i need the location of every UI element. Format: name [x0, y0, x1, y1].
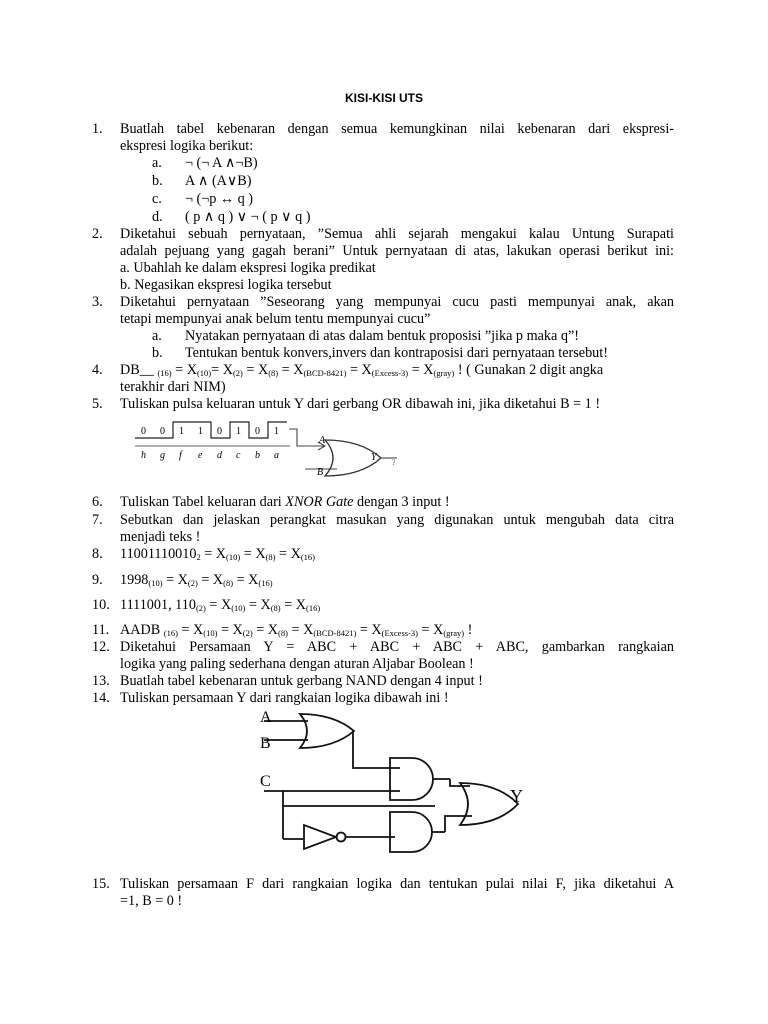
q8-number: 8. [92, 546, 103, 562]
q15-text-line2: =1, B = 0 ! [120, 893, 183, 909]
q1-number: 1. [92, 121, 103, 137]
q14-number: 14. [92, 690, 110, 706]
q1-item-label: d. [152, 209, 163, 225]
pulse-waveform [135, 422, 287, 438]
input-b-label: B [260, 735, 271, 752]
q15-number: 15. [92, 876, 110, 892]
q1-item-expression: ( p ∧ q ) ∨ ¬ ( p ∨ q ) [185, 209, 311, 225]
q12-text-line2: logika yang paling sederhana dengan aturan Aljabar Boolean ! [120, 656, 474, 672]
q1-item-label: b. [152, 173, 163, 189]
and-gate-2-icon [390, 812, 432, 852]
q12-text-line1: Diketahui Persamaan Y = ABC + ABC + ABC + ABC, gambarkan rangkaian [120, 639, 674, 655]
q1-item-expression: ¬ (¬p ↔ q ) [185, 191, 254, 207]
q5-pulse-or-gate-diagram [125, 414, 415, 484]
q3-item-label: a. [152, 328, 162, 344]
q12-number: 12. [92, 639, 110, 655]
q2-item-a: a. Ubahlah ke dalam ekspresi logika predikat [120, 260, 376, 276]
pulse-bit-label: 1 [198, 426, 203, 437]
gate-output-unknown-mark: ? [392, 458, 396, 467]
q4-number: 4. [92, 362, 103, 378]
q10-number: 10. [92, 597, 110, 613]
pulse-position-label: a [274, 450, 279, 461]
q11-expression: AADB $_{(16)} = X_{(10)} = X_{(2)} = X_{(8)} = X_{(BCD-8421)} = X_{(Excess-3)} = X_{(gray)}$ ! [120, 622, 473, 638]
q2-text-line1: Diketahui sebuah pernyataan, ”Semua ahli sejarah mengakui kalau Untung Surapati [120, 226, 674, 242]
q3-number: 3. [92, 294, 103, 310]
pulse-bit-label: 1 [236, 426, 241, 437]
not-gate-icon [304, 825, 336, 849]
q1-item-expression: ¬ (¬ A ∧¬B) [185, 155, 258, 171]
q1-text-line1: Buatlah tabel kebenaran dengan semua kemungkinan nilai kebenaran dari ekspresi- [120, 121, 674, 137]
q13-text: Buatlah tabel kebenaran untuk gerbang NAND dengan 4 input ! [120, 673, 483, 689]
q6-text: Tuliskan Tabel keluaran dari XNOR Gate dengan 3 input ! [120, 494, 450, 510]
q14-text: Tuliskan persamaan Y dari rangkaian logika dibawah ini ! [120, 690, 449, 706]
input-c-label: C [260, 773, 271, 790]
q1-item-expression: A ∧ (A∨B) [185, 173, 252, 189]
q2-text-line2: adalah pejuang yang gagah berani” Untuk pernyataan di atas, lakukan operasi berikut ini: [120, 243, 674, 259]
gate-output-label: Y [371, 452, 377, 463]
pulse-position-label: f [179, 450, 182, 461]
gate-input-a-label: A [319, 435, 326, 446]
wire-or1-to-and1 [353, 731, 400, 768]
and-gate-1-icon [390, 758, 433, 800]
pulse-position-label: d [217, 450, 222, 461]
pulse-bit-label: 0 [141, 426, 146, 437]
pulse-position-label: h [141, 450, 146, 461]
input-a-label: A [260, 709, 272, 726]
q6-number: 6. [92, 494, 103, 510]
gate-input-b-label: B [317, 467, 324, 478]
pulse-bit-label: 1 [274, 426, 279, 437]
q14-logic-circuit-diagram [250, 708, 540, 853]
output-y-label: Y [510, 786, 523, 806]
or-gate-1-icon [300, 714, 354, 748]
q5-number: 5. [92, 396, 103, 412]
q3-text-line1: Diketahui pernyataan ”Seseorang yang mempunyai cucu pasti mempunyai anak, akan [120, 294, 674, 310]
pulse-position-label: g [160, 450, 165, 461]
pulse-position-label: b [255, 450, 260, 461]
q3-item-text: Nyatakan pernyataan di atas dalam bentuk proposisi ”jika p maka q”! [185, 328, 579, 344]
q9-expression: $1998_{(10)} = X_{(2)} = X_{(8)} = X_{(16)}$ [120, 572, 273, 588]
q1-item-label: c. [152, 191, 162, 207]
q9-number: 9. [92, 572, 103, 588]
q15-text-line1: Tuliskan persamaan F dari rangkaian logika dan tentukan pulai nilai F, jika diketahui A [120, 876, 674, 892]
pulse-bit-label: 0 [255, 426, 260, 437]
q1-item-label: a. [152, 155, 162, 171]
pulse-bit-label: 0 [160, 426, 165, 437]
q7-number: 7. [92, 512, 103, 528]
q6-emphasis: XNOR Gate [285, 494, 354, 510]
q10-expression: 1111001, $110_{(2)} = X_{(10)} = X_{(8)} = X_{(16)}$ [120, 597, 321, 613]
q4-expression: DB__ $_{(16)} = X_{(10)}= X_{(2)} = X_{(8)} = X_{(BCD-8421)} = X_{(Excess-3)} = X_{(gray)}$ ! ( Gunakan 2 digit angka [120, 362, 604, 378]
pulse-bit-label: 1 [179, 426, 184, 437]
q2-number: 2. [92, 226, 103, 242]
q7-text-line2: menjadi teks ! [120, 529, 201, 545]
q3-text-line2: tetapi mempunyai anak belum tentu mempunyai cucu” [120, 311, 431, 327]
q8-expression: $11001110010_2 = X_{(10)} = X_{(8)} = X_{(16)}$ [120, 546, 315, 562]
document-title: KISI-KISI UTS [344, 91, 423, 105]
q3-item-text: Tentukan bentuk konvers,invers dan kontraposisi dari pernyataan tersebut! [185, 345, 608, 361]
q7-text-line1: Sebutkan dan jelaskan perangkat masukan yang digunakan untuk mengubah data citra [120, 512, 674, 528]
q5-text: Tuliskan pulsa keluaran untuk Y dari gerbang OR dibawah ini, jika diketahui B = 1 ! [120, 396, 601, 412]
q1-text-line2: ekspresi logika berikut: [120, 138, 254, 154]
q4-text-line2: terakhir dari NIM) [120, 379, 226, 395]
q13-number: 13. [92, 673, 110, 689]
q2-item-b: b. Negasikan ekspresi logika tersebut [120, 277, 332, 293]
pulse-bit-label: 0 [217, 426, 222, 437]
pulse-position-label: e [198, 450, 203, 461]
q11-number: 11. [92, 622, 110, 638]
pulse-position-label: c [236, 450, 241, 461]
q3-item-label: b. [152, 345, 163, 361]
